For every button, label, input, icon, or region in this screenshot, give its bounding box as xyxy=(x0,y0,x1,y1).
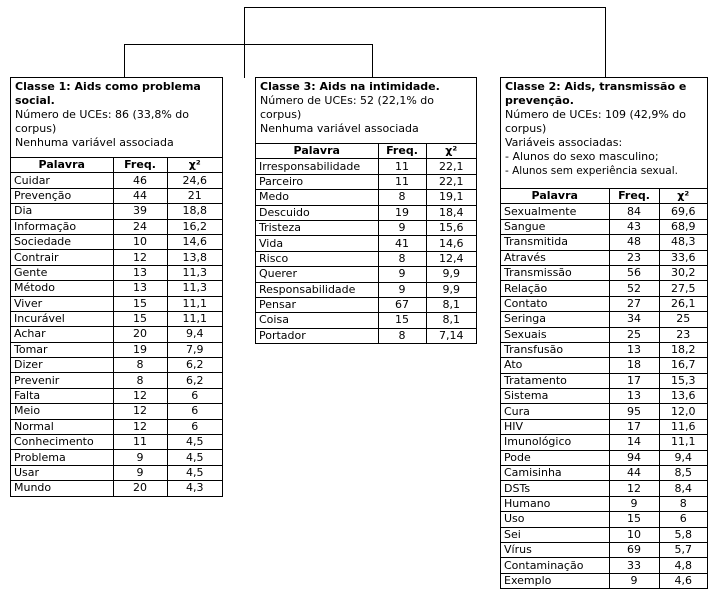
word-cell: Transmissão xyxy=(501,265,609,280)
chi2-cell: 69,6 xyxy=(659,204,707,219)
chi2-cell: 48,3 xyxy=(659,235,707,250)
frequency-cell: 52 xyxy=(609,281,659,296)
column-header-freq: Freq. xyxy=(113,158,167,173)
word-cell: Dia xyxy=(11,204,113,219)
frequency-cell: 11 xyxy=(378,174,426,189)
table-row xyxy=(501,389,707,404)
frequency-cell: 9 xyxy=(113,465,167,480)
frequency-cell: 41 xyxy=(378,236,426,251)
class-1-header xyxy=(11,78,222,157)
frequency-cell: 84 xyxy=(609,204,659,219)
table-row xyxy=(11,419,222,434)
chi2-cell: 14,6 xyxy=(426,236,476,251)
chi2-cell: 24,6 xyxy=(167,173,222,188)
frequency-cell: 9 xyxy=(609,573,659,588)
chi2-cell: 11,1 xyxy=(167,296,222,311)
table-row xyxy=(11,327,222,342)
frequency-cell: 12 xyxy=(113,250,167,265)
chi2-cell: 14,6 xyxy=(167,234,222,249)
frequency-cell: 9 xyxy=(113,450,167,465)
word-cell: Viver xyxy=(11,296,113,311)
frequency-cell: 15 xyxy=(609,512,659,527)
word-cell: Meio xyxy=(11,404,113,419)
frequency-cell: 48 xyxy=(609,235,659,250)
table-row xyxy=(11,358,222,373)
chi2-cell: 19,1 xyxy=(426,190,476,205)
frequency-cell: 9 xyxy=(609,496,659,511)
word-cell: Transmitida xyxy=(501,235,609,250)
word-cell: Sexuais xyxy=(501,327,609,342)
frequency-cell: 20 xyxy=(113,481,167,496)
table-row xyxy=(11,281,222,296)
chi2-cell: 12,0 xyxy=(659,404,707,419)
frequency-cell: 10 xyxy=(113,234,167,249)
table-row xyxy=(501,466,707,481)
frequency-cell: 19 xyxy=(113,342,167,357)
chi2-cell: 25 xyxy=(659,312,707,327)
word-cell: Coisa xyxy=(256,313,378,328)
table-row xyxy=(11,173,222,188)
table-row xyxy=(501,527,707,542)
table-row xyxy=(501,235,707,250)
column-header-palavra: Palavra xyxy=(11,158,113,173)
table-row xyxy=(501,558,707,573)
word-cell: Parceiro xyxy=(256,174,378,189)
table-row xyxy=(11,435,222,450)
table-row xyxy=(256,297,476,312)
word-cell: Normal xyxy=(11,419,113,434)
word-cell: Sexualmente xyxy=(501,204,609,219)
table-row xyxy=(11,311,222,326)
word-cell: Falta xyxy=(11,388,113,403)
table-row xyxy=(11,373,222,388)
chi2-cell: 22,1 xyxy=(426,174,476,189)
chi2-cell: 6 xyxy=(659,512,707,527)
word-cell: Prevenir xyxy=(11,373,113,388)
class-2-table xyxy=(501,188,707,588)
table-row xyxy=(501,342,707,357)
word-cell: Sangue xyxy=(501,219,609,234)
frequency-cell: 13 xyxy=(609,389,659,404)
frequency-cell: 13 xyxy=(113,281,167,296)
frequency-cell: 9 xyxy=(378,267,426,282)
word-cell: Ato xyxy=(501,358,609,373)
word-cell: Cura xyxy=(501,404,609,419)
word-cell: Vida xyxy=(256,236,378,251)
class-3-title: Classe 3: Aids na intimidade. xyxy=(260,80,440,93)
class-1-box xyxy=(10,77,223,497)
class-2-uce-count: Número de UCEs: 109 (42,9% do corpus) xyxy=(505,108,686,135)
frequency-cell: 12 xyxy=(609,481,659,496)
chi2-cell: 6,2 xyxy=(167,358,222,373)
table-row xyxy=(501,573,707,588)
word-cell: Querer xyxy=(256,267,378,282)
chi2-cell: 6 xyxy=(167,404,222,419)
chi2-cell: 9,4 xyxy=(167,327,222,342)
chi2-cell: 9,9 xyxy=(426,282,476,297)
table-row xyxy=(256,205,476,220)
chi2-cell: 6,2 xyxy=(167,373,222,388)
column-header-chi2: χ² xyxy=(426,144,476,159)
frequency-cell: 9 xyxy=(378,220,426,235)
frequency-cell: 11 xyxy=(113,435,167,450)
chi2-cell: 30,2 xyxy=(659,265,707,280)
word-cell: Tristeza xyxy=(256,220,378,235)
word-cell: Portador xyxy=(256,328,378,343)
table-row xyxy=(256,236,476,251)
frequency-cell: 23 xyxy=(609,250,659,265)
chi2-cell: 8,1 xyxy=(426,297,476,312)
chi2-cell: 27,5 xyxy=(659,281,707,296)
table-row xyxy=(11,188,222,203)
column-header-chi2: χ² xyxy=(659,189,707,204)
table-row xyxy=(501,542,707,557)
word-cell: Responsabilidade xyxy=(256,282,378,297)
chi2-cell: 16,7 xyxy=(659,358,707,373)
chi2-cell: 8,4 xyxy=(659,481,707,496)
word-cell: Seringa xyxy=(501,312,609,327)
table-row xyxy=(501,373,707,388)
table-row xyxy=(11,481,222,496)
chi2-cell: 9,4 xyxy=(659,450,707,465)
frequency-cell: 18 xyxy=(609,358,659,373)
frequency-cell: 15 xyxy=(113,311,167,326)
chi2-cell: 15,6 xyxy=(426,220,476,235)
chi2-cell: 26,1 xyxy=(659,296,707,311)
frequency-cell: 8 xyxy=(113,373,167,388)
word-cell: Imunológico xyxy=(501,435,609,450)
chi2-cell: 11,1 xyxy=(659,435,707,450)
frequency-cell: 56 xyxy=(609,265,659,280)
table-row xyxy=(501,481,707,496)
frequency-cell: 8 xyxy=(378,328,426,343)
column-header-palavra: Palavra xyxy=(501,189,609,204)
word-cell: Contrair xyxy=(11,250,113,265)
table-row xyxy=(501,496,707,511)
chi2-cell: 4,5 xyxy=(167,465,222,480)
chi2-cell: 5,7 xyxy=(659,542,707,557)
chi2-cell: 4,6 xyxy=(659,573,707,588)
table-row xyxy=(501,327,707,342)
class-2-header xyxy=(501,78,707,188)
chi2-cell: 4,8 xyxy=(659,558,707,573)
chi2-cell: 18,8 xyxy=(167,204,222,219)
chi2-cell: 18,2 xyxy=(659,342,707,357)
chi2-cell: 16,2 xyxy=(167,219,222,234)
class-3-header xyxy=(256,78,476,143)
table-row xyxy=(11,296,222,311)
table-row xyxy=(256,220,476,235)
column-header-palavra: Palavra xyxy=(256,144,378,159)
chi2-cell: 23 xyxy=(659,327,707,342)
frequency-cell: 17 xyxy=(609,373,659,388)
word-cell: Usar xyxy=(11,465,113,480)
chi2-cell: 8 xyxy=(659,496,707,511)
word-cell: Método xyxy=(11,281,113,296)
frequency-cell: 13 xyxy=(609,342,659,357)
frequency-cell: 69 xyxy=(609,542,659,557)
chi2-cell: 21 xyxy=(167,188,222,203)
word-cell: Contaminação xyxy=(501,558,609,573)
frequency-cell: 19 xyxy=(378,205,426,220)
table-row xyxy=(11,204,222,219)
frequency-cell: 25 xyxy=(609,327,659,342)
chi2-cell: 8,5 xyxy=(659,466,707,481)
chi2-cell: 11,3 xyxy=(167,265,222,280)
frequency-cell: 9 xyxy=(378,282,426,297)
table-row xyxy=(256,313,476,328)
table-row xyxy=(256,251,476,266)
class-1-variable: Nenhuma variável associada xyxy=(15,136,174,149)
word-cell: Mundo xyxy=(11,481,113,496)
chi2-cell: 9,9 xyxy=(426,267,476,282)
frequency-cell: 12 xyxy=(113,404,167,419)
class-1-uce-count: Número de UCEs: 86 (33,8% do corpus) xyxy=(15,108,189,135)
table-row xyxy=(501,250,707,265)
word-cell: Problema xyxy=(11,450,113,465)
frequency-cell: 14 xyxy=(609,435,659,450)
word-cell: Humano xyxy=(501,496,609,511)
table-row xyxy=(11,404,222,419)
table-row xyxy=(256,174,476,189)
word-cell: Tomar xyxy=(11,342,113,357)
word-cell: Cuidar xyxy=(11,173,113,188)
frequency-cell: 17 xyxy=(609,419,659,434)
table-row xyxy=(11,388,222,403)
table-row xyxy=(501,312,707,327)
word-cell: Medo xyxy=(256,190,378,205)
word-cell: Sociedade xyxy=(11,234,113,249)
word-cell: Tratamento xyxy=(501,373,609,388)
frequency-cell: 12 xyxy=(113,419,167,434)
chi2-cell: 8,1 xyxy=(426,313,476,328)
word-cell: DSTs xyxy=(501,481,609,496)
class-3-table xyxy=(256,143,476,343)
frequency-cell: 95 xyxy=(609,404,659,419)
word-cell: Contato xyxy=(501,296,609,311)
word-cell: Sei xyxy=(501,527,609,542)
word-cell: Exemplo xyxy=(501,573,609,588)
table-row xyxy=(501,512,707,527)
table-row xyxy=(501,219,707,234)
word-cell: HIV xyxy=(501,419,609,434)
table-row xyxy=(501,435,707,450)
frequency-cell: 8 xyxy=(378,190,426,205)
word-cell: Sistema xyxy=(501,389,609,404)
chi2-cell: 4,5 xyxy=(167,450,222,465)
word-cell: Achar xyxy=(11,327,113,342)
word-cell: Camisinha xyxy=(501,466,609,481)
frequency-cell: 13 xyxy=(113,265,167,280)
word-cell: Relação xyxy=(501,281,609,296)
class-1-table xyxy=(11,157,222,496)
chi2-cell: 12,4 xyxy=(426,251,476,266)
table-row xyxy=(11,465,222,480)
frequency-cell: 39 xyxy=(113,204,167,219)
chi2-cell: 33,6 xyxy=(659,250,707,265)
dendrogram-top-branch xyxy=(245,8,606,79)
word-cell: Vírus xyxy=(501,542,609,557)
table-row xyxy=(11,342,222,357)
chi2-cell: 7,14 xyxy=(426,328,476,343)
column-header-freq: Freq. xyxy=(609,189,659,204)
table-row xyxy=(256,190,476,205)
frequency-cell: 8 xyxy=(378,251,426,266)
frequency-cell: 46 xyxy=(113,173,167,188)
frequency-cell: 15 xyxy=(378,313,426,328)
frequency-cell: 20 xyxy=(113,327,167,342)
word-cell: Uso xyxy=(501,512,609,527)
word-cell: Dizer xyxy=(11,358,113,373)
class-2-variable-1: - Alunos do sexo masculino; xyxy=(505,150,659,163)
chi2-cell: 11,3 xyxy=(167,281,222,296)
table-row xyxy=(501,265,707,280)
class-1-title: Classe 1: Aids como problema social. xyxy=(15,80,201,107)
chi2-cell: 6 xyxy=(167,419,222,434)
frequency-cell: 44 xyxy=(113,188,167,203)
word-cell: Transfusão xyxy=(501,342,609,357)
word-cell: Gente xyxy=(11,265,113,280)
chi2-cell: 6 xyxy=(167,388,222,403)
word-cell: Pensar xyxy=(256,297,378,312)
frequency-cell: 43 xyxy=(609,219,659,234)
frequency-cell: 8 xyxy=(113,358,167,373)
chi2-cell: 5,8 xyxy=(659,527,707,542)
table-row xyxy=(256,159,476,174)
chi2-cell: 13,8 xyxy=(167,250,222,265)
word-cell: Incurável xyxy=(11,311,113,326)
chi2-cell: 68,9 xyxy=(659,219,707,234)
column-header-chi2: χ² xyxy=(167,158,222,173)
class-2-box xyxy=(500,77,708,589)
word-cell: Irresponsabilidade xyxy=(256,159,378,174)
frequency-cell: 67 xyxy=(378,297,426,312)
frequency-cell: 94 xyxy=(609,450,659,465)
class-2-title: Classe 2: Aids, transmissão e prevenção. xyxy=(505,80,687,107)
table-row xyxy=(501,450,707,465)
word-cell: Descuido xyxy=(256,205,378,220)
chi2-cell: 15,3 xyxy=(659,373,707,388)
table-row xyxy=(501,358,707,373)
table-row xyxy=(11,250,222,265)
word-cell: Prevenção xyxy=(11,188,113,203)
frequency-cell: 33 xyxy=(609,558,659,573)
frequency-cell: 24 xyxy=(113,219,167,234)
frequency-cell: 44 xyxy=(609,466,659,481)
table-row xyxy=(11,450,222,465)
table-row xyxy=(256,267,476,282)
table-row xyxy=(11,234,222,249)
class-2-variables-label: Variáveis associadas: xyxy=(505,136,623,149)
frequency-cell: 34 xyxy=(609,312,659,327)
table-row xyxy=(256,328,476,343)
chi2-cell: 13,6 xyxy=(659,389,707,404)
column-header-freq: Freq. xyxy=(378,144,426,159)
chi2-cell: 11,1 xyxy=(167,311,222,326)
chi2-cell: 4,3 xyxy=(167,481,222,496)
frequency-cell: 12 xyxy=(113,388,167,403)
frequency-cell: 27 xyxy=(609,296,659,311)
table-row xyxy=(11,265,222,280)
chi2-cell: 22,1 xyxy=(426,159,476,174)
word-cell: Risco xyxy=(256,251,378,266)
chi2-cell: 11,6 xyxy=(659,419,707,434)
chi2-cell: 7,9 xyxy=(167,342,222,357)
frequency-cell: 10 xyxy=(609,527,659,542)
table-row xyxy=(501,281,707,296)
class-3-uce-count: Número de UCEs: 52 (22,1% do corpus) xyxy=(260,94,434,121)
word-cell: Informação xyxy=(11,219,113,234)
table-row xyxy=(501,296,707,311)
dendrogram-sub-branch xyxy=(125,45,373,79)
chi2-cell: 4,5 xyxy=(167,435,222,450)
frequency-cell: 11 xyxy=(378,159,426,174)
class-3-box xyxy=(255,77,477,344)
class-2-variable-2: - Alunos sem experiência sexual. xyxy=(505,165,678,177)
table-row xyxy=(501,204,707,219)
class-3-variable: Nenhuma variável associada xyxy=(260,122,419,135)
word-cell: Pode xyxy=(501,450,609,465)
table-row xyxy=(256,282,476,297)
frequency-cell: 15 xyxy=(113,296,167,311)
table-row xyxy=(501,419,707,434)
word-cell: Conhecimento xyxy=(11,435,113,450)
table-row xyxy=(501,404,707,419)
chi2-cell: 18,4 xyxy=(426,205,476,220)
word-cell: Através xyxy=(501,250,609,265)
table-row xyxy=(11,219,222,234)
